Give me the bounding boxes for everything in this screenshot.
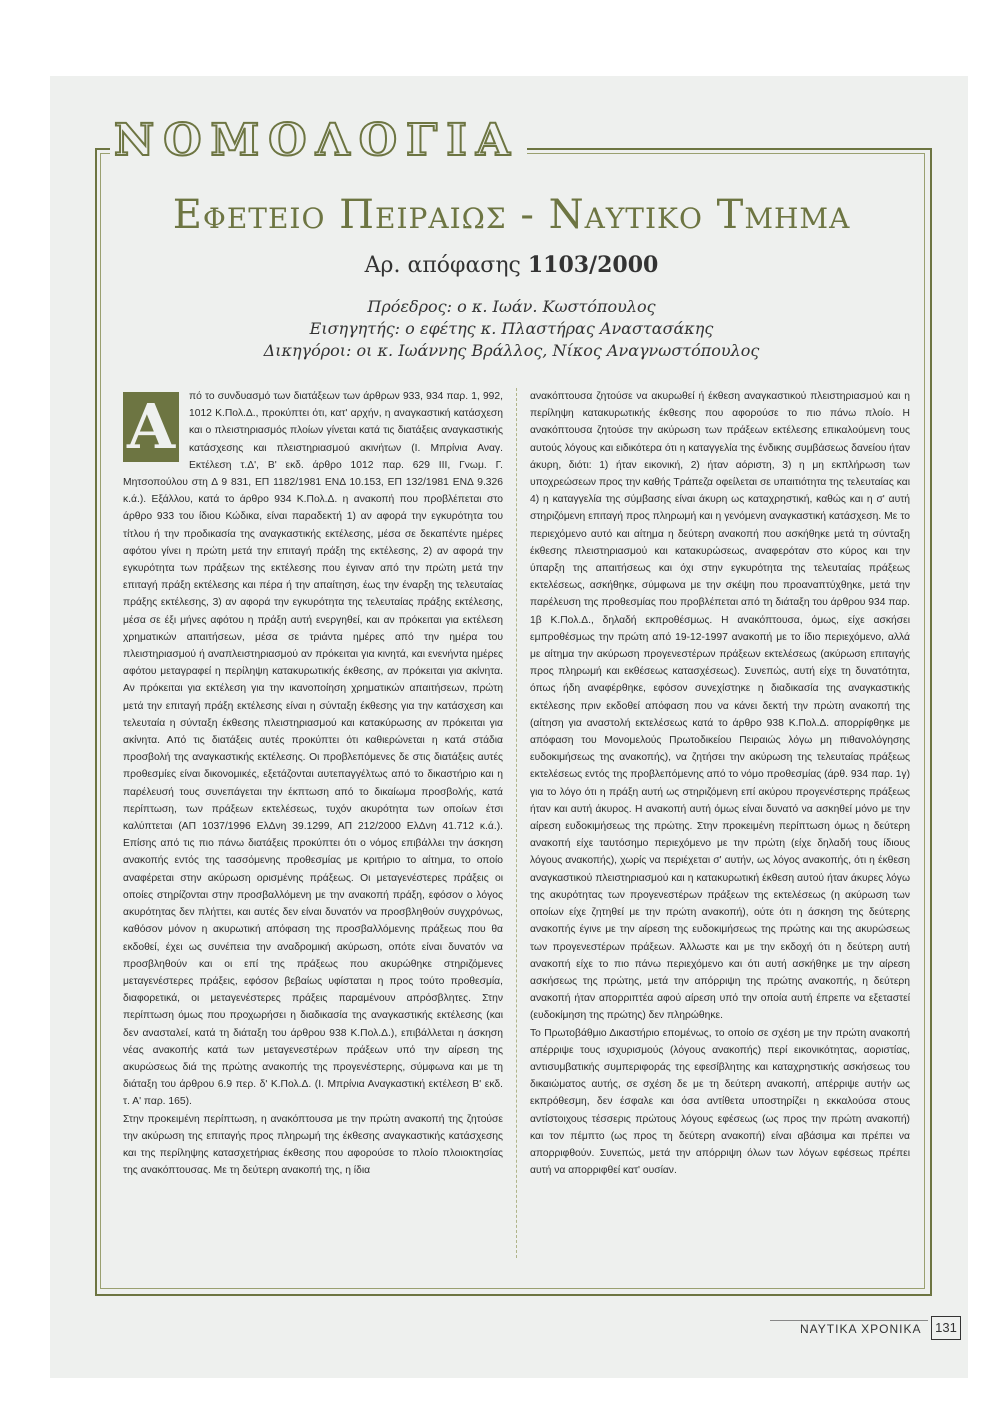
left-paragraph-1: πό το συνδυασμό των διατάξεων των άρθρων 933, 934 παρ. 1, 992, 1012 Κ.Πολ.Δ., προκύπτει ότι, κατ' αρχήν, η αναγκαστική κατάσχεση και ο πλειστηριασμός πλοίων γίνεται κατά τις διατάξεις αναγκαστικής κατάσχεσης και πλειστηριασμού ακινήτων (Ι. Μπρίνια Αναγ. Εκτέλεση τ.Δ', Β' εκδ. άρθρο 1012 παρ. 629 ΙΙΙ, Γνωμ. Γ. Μητσοπούλου στη Δ 9 831, ΕΠ 1182/1981 ΕΝΔ 10.153, ΕΠ 132/1981 ΕΝΔ 9.326 κ.ά.). Εξάλλου, κατά το άρθρο 934 Κ.Πολ.Δ. η ανακοπή που προβλέπεται στο άρθρο 933 του ίδιου Κώδικα, είναι παραδεκτή 1) αν αφορά την εγκυρότητα του τίτλου ή την προδικασία της αναγκαστικής εκτέλεσης, μέσα σε δεκαπέντε ημέρες αφότου γίνει η πρώτη μετά την επιταγή πράξη της εκτέλεσης, 2) αν αφορά την εγκυρότητα των πράξεων της εκτέλεσης που έγιναν από την πρώτη μετά την επιταγή πράξη εκτέλεσης και πέρα ή την απαίτηση, έως την έναρξη της τελευταίας πράξης εκτέλεσης, 3) αν αφορά την εγκυρότητα της τελευταίας πράξης εκτέλεσης, μέσα σε έξι μήνες αφότου η πράξη αυτή ενεργηθεί, και αν πρόκειται για εκτέλεση χρηματικών απαιτήσεων, μέσα σε τριάντα ημέρες από την ημέρα του πλειστηριασμού ή αναπλειστηριασμού αν πρόκειται για κινητά, και ενενήντα ημέρες αφότου μεταγραφεί η περίληψη κατακυρωτικής έκθεσης, αν πρόκειται για ακίνητα. Αν πρόκειται για εκτέλεση για την ικανοποίηση χρηματικών απαιτήσεων, πρώτη μετά την επιταγή πράξη εκτέλεσης είναι η σύνταξη έκθεσης για την κατάσχεση και τελευταία η σύνταξη έκθεσης πλειστηριασμού και κατακύρωσης αν πρόκειται για ακίνητα. Από τις διατάξεις αυτές προκύπτει ότι καθιερώνεται η κατά στάδια προσβολή της αναγκαστικής εκτέλεσης. Οι προβλεπόμενες δε στις διατάξεις αυτές προθεσμίες είναι δικονομικές, εξετάζονται αυτεπαγγέλτως από το δικαστήριο και η παρέλευσή τους συνεπάγεται την έκπτωση από το δικαίωμα προσβολής, κατά περίπτωση, των πράξεων εκτελέσεως, τυχόν ακυρότητα των οποίων έτσι καλύπτεται (ΑΠ 1037/1996 ΕλΔνη 39.1299, ΑΠ 212/2000 ΕλΔνη 41.712 κ.ά.). Επίσης από τις πιο πάνω διατάξεις προκύπτει ότι ο νόμος επιβάλλει την άσκηση ανακοπής εντός της τασσόμενης προθεσμίας με κριτήριο το αίτημα, το οποίο αναφέρεται στην ακύρωση ορισμένης πράξεως. Οι μεταγενέστερες πράξεις οι οποίες στηρίζονται στην προσβαλλόμενη με την ανακοπή πράξη, εφόσον ο λόγος ακυρότητας δεν πλήττει, και αυτές δεν είναι δυνατόν να προσβληθούν συγχρόνως, καθόσον μόνον η ακυρωτική απόφαση της προσβαλλόμενης πράξεως που θα εκδοθεί, έχει ως συνέπεια την αναδρομική ακύρωση, οπότε είναι δυνατόν να προσβληθούν και οι επί της πράξεως που ακυρώθηκε στηριζόμενες μεταγενέστερες πράξεις, εφόσον βεβαίως υφίσταται η προς τούτο προθεσμία, διαφορετικά, οι μεταγενέστερες πράξεις παραμένουν απρόσβλητες. Στην περίπτωση όμως που προχωρήσει η διαδικασία της αναγκαστικής εκτέλεσης (και δεν ανασταλεί, κατά τη διάταξη του άρθρου 938 Κ.Πολ.Δ.), επιβάλλεται η άσκηση νέας ανακοπής κατά των μεταγενεστέρων πράξεων υπό την αίρεση της ακυρώσεως διά της πρώτης ανακοπής της προγενέστερης, σύμφωνα και με τη διάταξη του άρθρου 6.9 περ. δ' Κ.Πολ.Δ. (Ι. Μπρίνια Αναγκαστική εκτέλεση Β' εκδ. τ. Α' παρ. 165).	[123, 391, 503, 1108]
right-paragraph-2: Το Πρωτοβάθμιο Δικαστήριο επομένως, το οποίο σε σχέση με την πρώτη ανακοπή απέρριψε τους ισχυρισμούς (λόγους ανακοπής) περί εικονικότητας, αοριστίας, αντισυμβατικής συμπεριφοράς της εφεσίβλητης και καταχρηστικής ασκήσεως του δικαιώματος αυτής, σε σχέση δε με τη δεύτερη ανακοπή, απέρριψε αυτήν ως εκπρόθεσμη, δεν έσφαλε και όσα αντίθετα υποστηρίζει η εκκαλούσα στους αντίστοιχους τέσσερις πρώτους λόγους εφέσεως (ως προς την πρώτη ανακοπή) και τον πέμπτο (ως προς τη δεύτερη ανακοπή) είναι αβάσιμα και πρέπει να απορριφθούν. Συνεπώς, μετά την απόρριψη όλων των λόγων εφέσεως πρέπει αυτή να απορριφθεί κατ' ουσίαν.	[530, 1027, 910, 1177]
decision-number-value: 1103/2000	[527, 252, 659, 278]
left-column	[123, 388, 503, 1179]
credit-lawyers: Δικηγόροι: οι κ. Ιωάννης Βράλλος, Νίκος Αναγνωστόπουλος	[263, 341, 760, 360]
decision-number	[100, 252, 923, 278]
court-credits	[100, 296, 923, 362]
footer-publication: ΝΑΥΤΙΚΑ ΧΡΟΝΙΚΑ	[800, 1322, 922, 1336]
right-column	[530, 388, 910, 1179]
decision-label: Αρ. απόφασης	[364, 253, 521, 278]
column-divider	[516, 388, 517, 1258]
credit-president: Πρόεδρος: ο κ. Ιωάν. Κωστόπουλος	[367, 297, 656, 316]
section-label: ΝΟΜΟΛΟΓΙΑ	[110, 118, 527, 164]
page-number: 131	[931, 1316, 961, 1340]
article-title: Εφετειο Πειραιως - Ναυτικο Τμημα	[172, 192, 851, 238]
credit-rapporteur: Εισηγητής: ο εφέτης κ. Πλαστήρας Αναστασάκης	[309, 319, 714, 338]
right-paragraph-1: ανακόπτουσα ζητούσε να ακυρωθεί ή έκθεση αναγκαστικού πλειστηριασμού και η περίληψη κατακυρωτικής έκθεσης που αφορούσε το πιο πάνω πλοίο. Η ανακόπτουσα ζητούσε την ακύρωση των πράξεων εκτέλεσης επικαλούμενη τους αυτούς λόγους και ειδικότερα ότι η καταγγελία της ένδικης συμβάσεως δανείου ήταν άκυρη, διότι: 1) ήταν εικονική, 2) ήταν αόριστη, 3) η μη εκπλήρωση των υποχρεώσεων προς την καθής Τράπεζα οφείλεται σε υπαιτιότητα της τελευταίας και 4) η καταγγελία της σύμβασης είναι άκυρη ως καταχρηστική, καθώς και η σ' αυτή στηριζόμενη επιταγή προς πληρωμή και η γενόμενη αναγκαστική κατάσχεση. Με το περιεχόμενο αυτό και αίτημα η δεύτερη ανακοπή που ασκήθηκε μετά τη σύνταξη έκθεσης πλειστηριασμού και κατακυρώσεως, αναφερόταν στο κύρος και την ύπαρξη της απαιτήσεως και όχι στην εγκυρότητα της τελευταίας πράξεως εκτελέσεως, ασκήθηκε, σύμφωνα με την σκέψη που προαναπτύχθηκε, μετά την παρέλευση της προθεσμίας που προβλέπεται από τη διάταξη του άρθρου 934 παρ. 1β Κ.Πολ.Δ., δηλαδή εκπροθέσμως. Η ανακόπτουσα, όμως, είχε ασκήσει εμπροθέσμως την πρώτη από 19-12-1997 ανακοπή με το ίδιο περιεχόμενο, αλλά με αίτημα την ακύρωση προγενεστέρων πράξεων εκτελέσεως (ακύρωση επιταγής προς πληρωμή και εκθέσεως κατασχέσεως). Συνεπώς, αυτή είχε τη δυνατότητα, όπως ήδη αναφέρθηκε, εφόσον συνεχίστηκε η διαδικασία της αναγκαστικής εκτέλεσης πριν εκδοθεί απόφαση που να κάνει δεκτή την πρώτη ανακοπή της (αίτηση για αναστολή εκτελέσεως κατά το άρθρο 938 Κ.Πολ.Δ. απορρίφθηκε με απόφαση του Μονομελούς Πρωτοδικείου Πειραιώς λόγω μη πιθανολόγησης ευδοκιμήσεως της ανακοπής), να ζητήσει την ακύρωση της τελευταίας πράξεως εκτελέσεως εντός της προβλεπόμενης από το νόμο προθεσμίας (άρθ. 934 παρ. 1γ) για το λόγο ότι η πράξη αυτή ως στηριζόμενη επί ακύρου προγενέστερης πράξεως ήταν και αυτή άκυρος. Η ανακοπή αυτή όμως είναι δυνατό να ασκηθεί μόνο με την αίρεση ευδοκιμήσεως της πρώτης. Στην προκειμένη περίπτωση όμως η δεύτερη ανακοπή είχε ταυτόσημο περιεχόμενο με την πρώτη (είχε δηλαδή τους ίδιους λόγους ανακοπής), χωρίς να περιέχεται σ' αυτήν, ως λόγος ανακοπής, ότι η έκθεση αναγκαστικού πλειστηριασμού και η κατακυρωτική έκθεση αυτού ήταν άκυρες λόγω της ακυρότητας των προγενεστέρων πράξεων της εκτελέσεως (η ακύρωση των οποίων είχε ζητηθεί με την πρώτη ανακοπή), ούτε ότι η άσκηση της δεύτερης ανακοπής έγινε με την αίρεση της ευδοκιμήσεως της πρώτης και της ακυρώσεως των προγενεστέρων πράξεων. Άλλωστε και με την εκδοχή ότι η δεύτερη αυτή ανακοπή είχε το πιο πάνω περιεχόμενο και ότι αυτή ασκήθηκε με την αίρεση ασκήσεως της πρώτης, μετά την απόρριψη της πρώτης ανακοπής, η δεύτερη ανακοπή ήταν απορριπτέα αφού αίρεση υπό την οποία αυτή έπρεπε να εξεταστεί (ευδοκίμηση της πρώτης) δεν πληρώθηκε.	[530, 391, 910, 1022]
drop-cap: Α	[123, 392, 179, 462]
left-paragraph-2: Στην προκειμένη περίπτωση, η ανακόπτουσα με την πρώτη ανακοπή της ζητούσε την ακύρωση της επιταγής προς πληρωμή της έκθεσης αναγκαστικής κατάσχεσης και της περίληψης κατασχετήριας έκθεσης που αφορούσε το πλοίο πλοιοκτησίας της ανακόπτουσας. Με τη δεύτερη ανακοπή της, η ίδια	[123, 1113, 503, 1177]
footer-rule	[770, 1320, 928, 1321]
